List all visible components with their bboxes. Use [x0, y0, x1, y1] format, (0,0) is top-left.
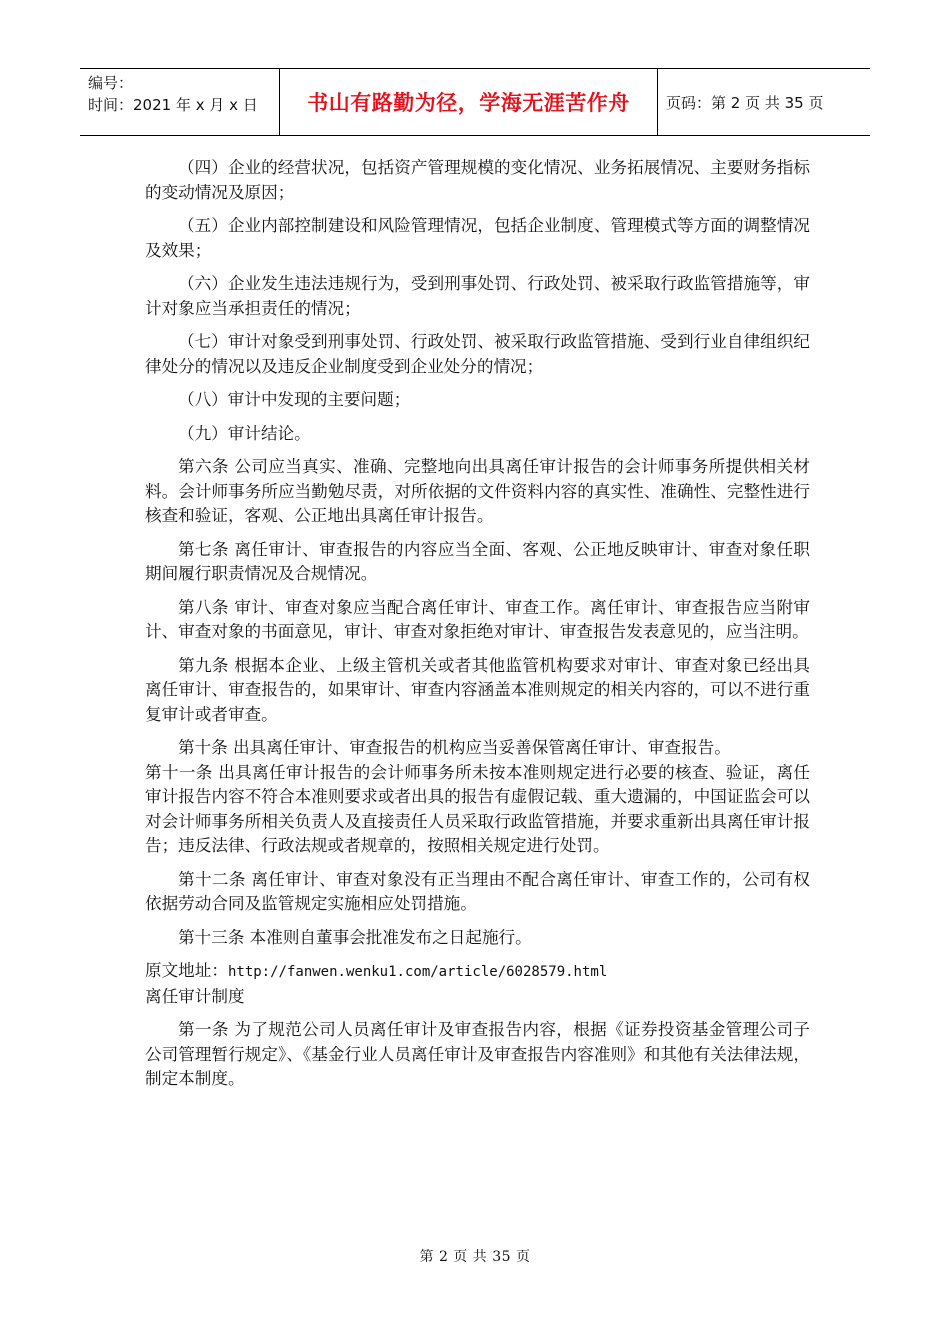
paragraph-item-9: （九）审计结论。 [178, 423, 311, 443]
paragraph-item-6: （六）企业发生违法违规行为，受到刑事处罚、行政处罚、被采取行政监管措施等，审计对象应当承担责任的情况； [145, 274, 810, 318]
header-meta [80, 69, 280, 135]
article-11: 第十一条 出具离任审计报告的会计师事务所未按本准则规定进行必要的核查、验证，离任审计报告内容不符合本准则要求或者出具的报告有虚假记载、重大遗漏的，中国证监会可以对会计师事务所相关负责人及直接责任人员采取行政监管措施，并要求重新出具离任审计报告；违反法律、行政法规或者规章的，按照相关规定进行处罚。 [145, 762, 810, 855]
document-date: 时间：2021 年 x 月 x 日 [88, 96, 258, 114]
article-8: 第八条 审计、审查对象应当配合离任审计、审查工作。离任审计、审查报告应当附审计、审查对象的书面意见，审计、审查对象拒绝对审计、审查报告发表意见的，应当注明。 [145, 597, 810, 641]
header-page-info-cell [658, 69, 870, 135]
article-9: 第九条 根据本企业、上级主管机关或者其他监管机构要求对审计、审查对象已经出具离任审计、审查报告的，如果审计、审查内容涵盖本准则规定的相关内容的，可以不进行重复审计或者审查。 [145, 655, 810, 724]
header-motto-cell [280, 69, 658, 135]
page-header [80, 68, 870, 136]
section-title: 离任审计制度 [145, 986, 245, 1006]
document-body [145, 156, 810, 1101]
source-url[interactable]: http://fanwen.wenku1.com/article/6028579.html [227, 964, 608, 980]
paragraph-item-5: （五）企业内部控制建设和风险管理情况，包括企业制度、管理模式等方面的调整情况及效果； [145, 216, 810, 260]
paragraph-item-4: （四）企业的经营状况，包括资产管理规模的变化情况、业务拓展情况、主要财务指标的变动情况及原因； [145, 158, 810, 202]
article-13: 第十三条 本准则自董事会批准发布之日起施行。 [178, 927, 532, 947]
article-12: 第十二条 离任审计、审查对象没有正当理由不配合离任审计、审查工作的，公司有权依据劳动合同及监管规定实施相应处罚措施。 [145, 869, 810, 913]
article-10: 第十条 出具离任审计、审查报告的机构应当妥善保管离任审计、审查报告。 [178, 738, 731, 757]
article-1: 第一条 为了规范公司人员离任审计及审查报告内容，根据《证券投资基金管理公司子公司管理暂行规定》、《基金行业人员离任审计及审查报告内容准则》和其他有关法律法规，制定本制度。 [145, 1020, 810, 1088]
paragraph-item-8: （八）审计中发现的主要问题； [178, 390, 411, 409]
article-6: 第六条 公司应当真实、准确、完整地向出具离任审计报告的会计师事务所提供相关材料。会计师事务所应当勤勉尽责，对所依据的文件资料内容的真实性、准确性、完整性进行核查和验证，客观、公正地出具离任审计报告。 [145, 457, 810, 525]
article-7: 第七条 离任审计、审查报告的内容应当全面、客观、公正地反映审计、审查对象任职期间履行职责情况及合规情况。 [145, 539, 810, 583]
header-page-info: 页码：第 2 页 共 35 页 [666, 93, 824, 112]
header-motto: 书山有路勤为径，学海无涯苦作舟 [307, 91, 630, 115]
source-label: 原文地址： [145, 961, 228, 980]
source-line [145, 959, 810, 985]
paragraph-item-7: （七）审计对象受到刑事处罚、行政处罚、被采取行政监管措施、受到行业自律组织纪律处分的情况以及违反企业制度受到企业处分的情况； [145, 332, 810, 376]
page-footer: 第 2 页 共 35 页 [419, 1249, 531, 1265]
document-number-label: 编号： [88, 74, 134, 92]
